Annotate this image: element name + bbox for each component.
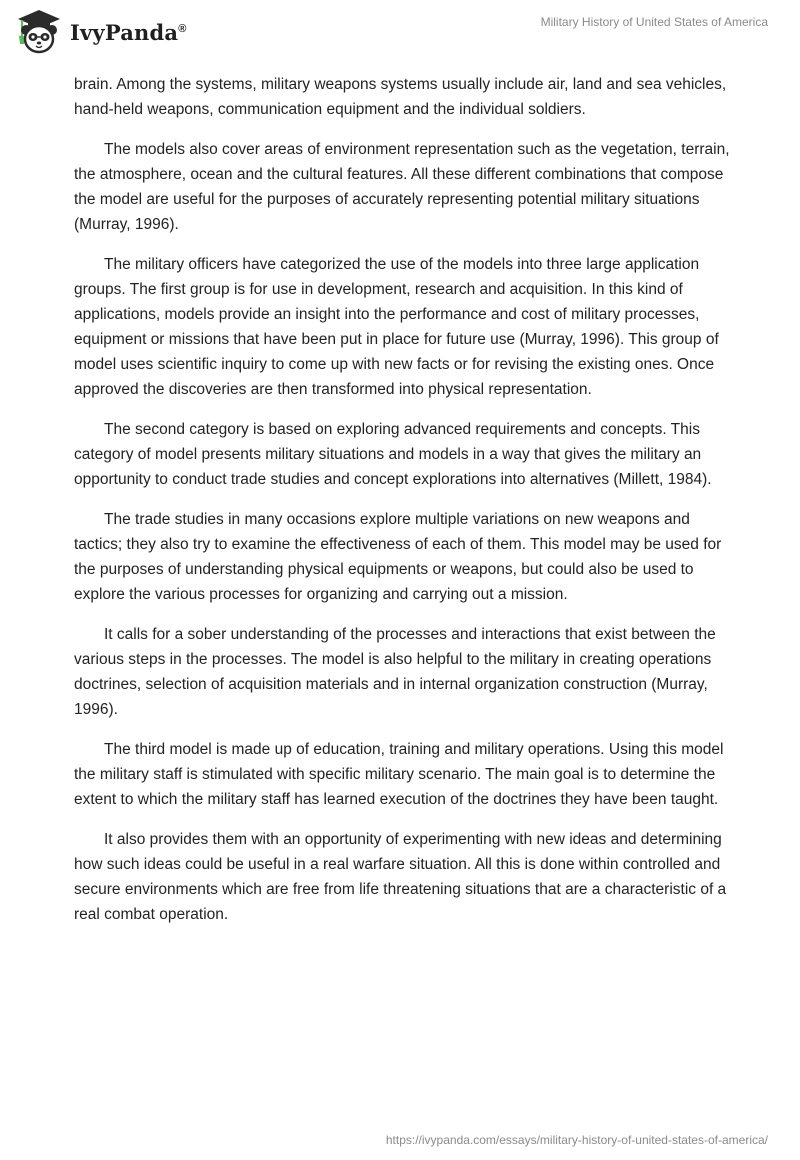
paragraph-8: It also provides them with an opportunity of experimenting with new ideas and determining how such ideas could be useful in a real warfare situation. All this is done within controlled and secure environments which are free from life threatening situations that are a characteristic of a real combat operation. bbox=[74, 831, 727, 923]
brand-name: IvyPanda® bbox=[70, 19, 187, 45]
paragraph-5: The trade studies in many occasions explore multiple variations on new weapons and tactics; they also try to examine the effectiveness of each of them. This model may be used for the purposes of understanding physical equipments or weapons, but could also be used to explore the various processes for organizing and carrying out a mission. bbox=[74, 511, 722, 603]
paragraph-2: The models also cover areas of environment representation such as the vegetation, terrain, the atmosphere, ocean and the cultural features. All these different combinations that compose the model are useful for the purposes of accurately representing potential military situations (Murray, 1996). bbox=[74, 141, 730, 233]
paragraph-3: The military officers have categorized the use of the models into three large application groups. The first group is for use in development, research and acquisition. In this kind of applications, models provide an insight into the performance and cost of military processes, equipment or missions that have been put in place for future use (Murray, 1996). This group of model uses scientific inquiry to come up with new facts or for revising the existing ones. Once approved the discoveries are then transformed into physical representation. bbox=[74, 256, 719, 398]
document-title: Military History of United States of America bbox=[540, 15, 768, 29]
source-url-link[interactable]: https://ivypanda.com/essays/military-history-of-united-states-of-america/ bbox=[385, 1133, 768, 1147]
panda-graduate-icon bbox=[14, 8, 64, 56]
paragraph-1: brain. Among the systems, military weapons systems usually include air, land and sea vehicles, hand-held weapons, communication equipment and the individual soldiers. bbox=[74, 76, 727, 118]
page-header bbox=[0, 0, 800, 64]
ivypanda-logo[interactable] bbox=[14, 8, 187, 56]
paragraph-4: The second category is based on exploring advanced requirements and concepts. This category of model presents military situations and models in a way that gives the military an opportunity to conduct trade studies and concept explorations into alternatives (Millett, 1984). bbox=[74, 421, 712, 488]
registered-mark: ® bbox=[178, 22, 187, 35]
paragraph-7: The third model is made up of education, training and military operations. Using this model the military staff is stimulated with specific military scenario. The main goal is to determine the extent to which the military staff has learned execution of the doctrines they have been taught. bbox=[74, 741, 724, 808]
paragraph-6: It calls for a sober understanding of the processes and interactions that exist between the various steps in the processes. The model is also helpful to the military in creating operations doctrines, selection of acquisition materials and in internal organization construction (Murray, 1996). bbox=[74, 626, 716, 718]
essay-body bbox=[74, 72, 734, 942]
